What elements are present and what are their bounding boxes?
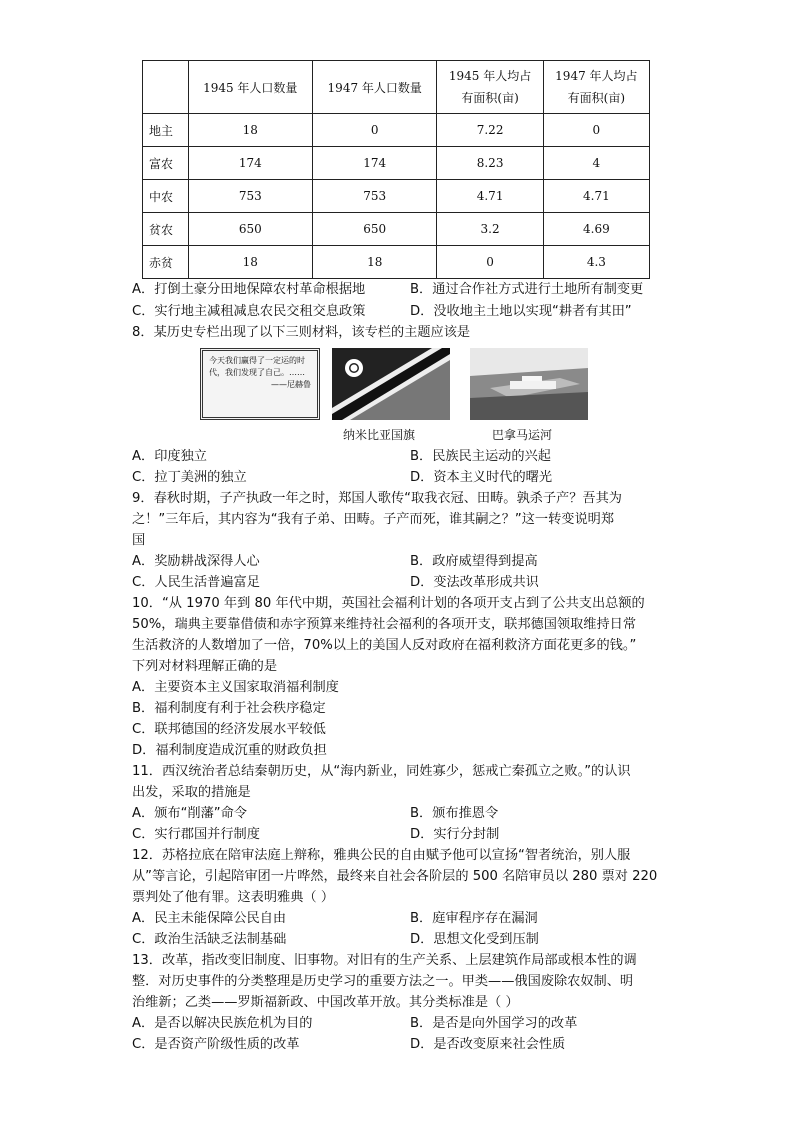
- table-cell: 18: [188, 246, 312, 279]
- panama-canal-image: [470, 348, 588, 420]
- q11-line: 11．西汉统治者总结秦朝历史，从“海内新业，同姓寡少，惩戒亡秦孤立之败。”的认识: [132, 764, 631, 779]
- q8-option-c: C．拉丁美洲的独立: [132, 470, 247, 485]
- q12-line: 票判处了他有罪。这表明雅典（ ）: [132, 890, 335, 905]
- q9-line: 9．春秋时期，子产执政一年之时，郑国人歌传“取我衣冠、田畴。孰杀子产？吾其为: [132, 491, 622, 506]
- q10-line: 生活救济的人数增加了一倍，70%以上的美国人反对政府在福利救济方面花更多的钱。”: [132, 638, 637, 653]
- table-cell: 4.71: [437, 180, 543, 213]
- q10-option-b: B．福利制度有利于社会秩序稳定: [132, 701, 326, 716]
- q10-option-c: C．联邦德国的经济发展水平较低: [132, 722, 326, 737]
- table-cell: 753: [188, 180, 312, 213]
- q13-line: 整．对历史事件的分类整理是历史学习的重要方法之一。甲类——俄国废除农奴制、明: [132, 974, 634, 989]
- q12-option-a: A．民主未能保障公民自由: [132, 911, 287, 926]
- table-header-cell: 1947 年人口数量: [313, 61, 437, 114]
- table-cell: 3.2: [437, 213, 543, 246]
- q9-line: 国: [132, 533, 146, 548]
- table-cell: 0: [543, 114, 649, 147]
- q10-line: 下列对材料理解正确的是: [132, 659, 278, 674]
- table-cell: 富农: [143, 147, 189, 180]
- table-cell: 4: [543, 147, 649, 180]
- table-cell: 赤贫: [143, 246, 189, 279]
- q8-materials: [200, 348, 600, 440]
- table-cell: 8.23: [437, 147, 543, 180]
- q8-option-a: A．印度独立: [132, 449, 207, 464]
- table-cell: 18: [313, 246, 437, 279]
- table-header-row: [143, 61, 650, 114]
- q12-line: 从”等言论，引起陪审团一片哗然，最终来自社会各阶层的 500 名陪审员以 280 票对 220: [132, 869, 658, 884]
- q11-option-a: A．颁布“削藩”命令: [132, 806, 247, 821]
- table-header-cell: 1947 年人均占 有面积(亩): [543, 61, 649, 114]
- q13-line: 13．改革，指改变旧制度、旧事物。对旧有的生产关系、上层建筑作局部或根本性的调: [132, 953, 637, 968]
- q7-option-d: D．没收地主土地以实现“耕者有其田”: [410, 304, 632, 319]
- table-cell: 753: [313, 180, 437, 213]
- table-cell: 650: [313, 213, 437, 246]
- table-row: [143, 213, 650, 246]
- table-cell: 174: [313, 147, 437, 180]
- table-cell: 0: [313, 114, 437, 147]
- q12-option-c: C．政治生活缺乏法制基础: [132, 932, 287, 947]
- q11-option-b: B．颁布推恩令: [410, 806, 499, 821]
- q13-option-c: C．是否资产阶级性质的改革: [132, 1037, 300, 1052]
- table-row: [143, 114, 650, 147]
- table-cell: 地主: [143, 114, 189, 147]
- q8-stem: 8．某历史专栏出现了以下三则材料，该专栏的主题应该是: [132, 325, 471, 340]
- q7-option-a: A．打倒土豪分田地保障农村革命根据地: [132, 282, 366, 297]
- q11-line: 出发，采取的措施是: [132, 785, 251, 800]
- q10-option-d: D．福利制度造成沉重的财政负担: [132, 743, 327, 758]
- q7-option-b: B．通过合作社方式进行土地所有制变更: [410, 282, 644, 297]
- q12-option-b: B．庭审程序存在漏洞: [410, 911, 538, 926]
- table-header-cell: 1945 年人口数量: [188, 61, 312, 114]
- table-row: [143, 147, 650, 180]
- nehru-quote-author: ——尼赫鲁: [271, 380, 311, 389]
- q10-line: 10．“从 1970 年到 80 年代中期，英国社会福利计划的各项开支占到了公共支出总额的: [132, 596, 645, 611]
- table-cell: 中农: [143, 180, 189, 213]
- q13-option-b: B．是否是向外国学习的改革: [410, 1016, 578, 1031]
- table-cell: 4.71: [543, 180, 649, 213]
- q13-line: 治维新；乙类——罗斯福新政、中国改革开放。其分类标准是（ ）: [132, 995, 519, 1010]
- q9-option-b: B．政府威望得到提高: [410, 554, 538, 569]
- table-header-cell: [143, 61, 189, 114]
- table-cell: 贫农: [143, 213, 189, 246]
- table-cell: 18: [188, 114, 312, 147]
- q9-option-a: A．奖励耕战深得人心: [132, 554, 260, 569]
- table-cell: 0: [437, 246, 543, 279]
- q13-option-d: D．是否改变原来社会性质: [410, 1037, 566, 1052]
- table-row: [143, 180, 650, 213]
- q8-option-b: B．民族民主运动的兴起: [410, 449, 551, 464]
- q10-line: 50%，瑞典主要靠借债和赤字预算来维持社会福利的各项开支，联邦德国领取维持日常: [132, 617, 637, 632]
- q9-option-c: C．人民生活普遍富足: [132, 575, 260, 590]
- q11-option-d: D．实行分封制: [410, 827, 500, 842]
- q13-option-a: A．是否以解决民族危机为目的: [132, 1016, 313, 1031]
- q10-option-a: A．主要资本主义国家取消福利制度: [132, 680, 339, 695]
- table-cell: 4.3: [543, 246, 649, 279]
- nehru-quote: 今天我们赢得了一定运的时代，我们发现了自己。……: [209, 356, 305, 377]
- table-header-cell: 1945 年人均占 有面积(亩): [437, 61, 543, 114]
- table-cell: 7.22: [437, 114, 543, 147]
- land-ownership-table: [142, 60, 650, 279]
- panama-canal-caption: 巴拿马运河: [492, 428, 553, 442]
- q9-option-d: D．变法改革形成共识: [410, 575, 539, 590]
- table-cell: 4.69: [543, 213, 649, 246]
- table-cell: 174: [188, 147, 312, 180]
- table-cell: 650: [188, 213, 312, 246]
- q11-option-c: C．实行郡国并行制度: [132, 827, 260, 842]
- namibia-flag-caption: 纳米比亚国旗: [343, 428, 416, 442]
- q12-line: 12．苏格拉底在陪审法庭上辩称，雅典公民的自由赋予他可以宣扬“智者统治，别人服: [132, 848, 631, 863]
- q12-option-d: D．思想文化受到压制: [410, 932, 539, 947]
- q8-option-d: D．资本主义时代的曙光: [410, 470, 553, 485]
- namibia-flag-image: [332, 348, 450, 420]
- nehru-quote-box: [200, 348, 320, 420]
- q7-option-c: C．实行地主减租减息农民交租交息政策: [132, 304, 366, 319]
- table-row: [143, 246, 650, 279]
- q9-line: 之！”三年后，其内容为“我有子弟、田畴。子产而死，谁其嗣之？”这一转变说明郑: [132, 512, 615, 527]
